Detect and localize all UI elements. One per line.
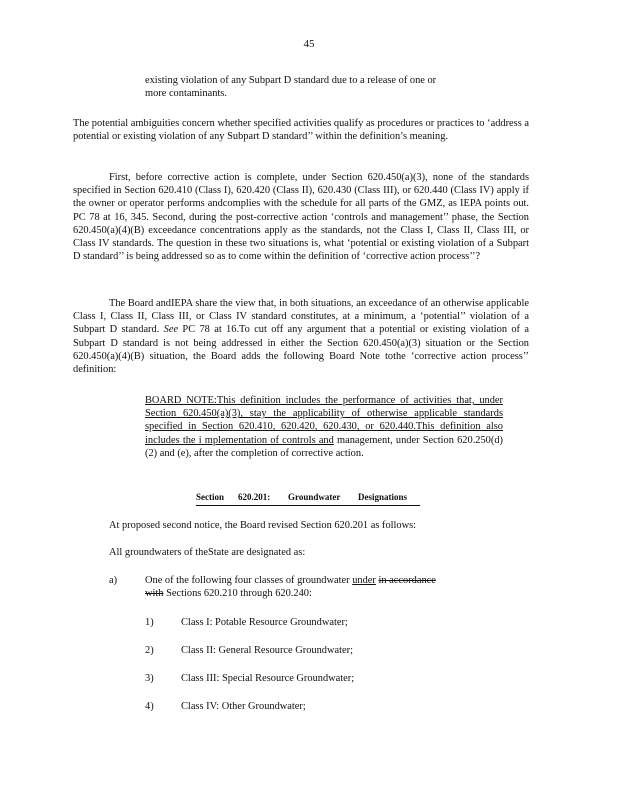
class-item-number: 2) xyxy=(145,645,154,656)
heading-title-word-2: Designations xyxy=(358,492,408,502)
board-note-plain-text: management, under Section 620.250(d)(2) and (e), after the completion of corrective action. xyxy=(145,434,503,459)
class-item-number: 1) xyxy=(145,617,154,628)
class-item-text: Class II: General Resource Groundwater; xyxy=(181,645,353,656)
ambiguities-paragraph: The potential ambiguities concern whether specified activities qualify as procedures or practices to ‘address a potential or existing violation of any Subpart D standard’’ within the definition’s meaning. xyxy=(73,118,529,143)
proposed-notice-paragraph: At proposed second notice, the Board revised Section 620.201 as follows: xyxy=(109,520,417,531)
item-a-added-word: under xyxy=(352,575,376,586)
heading-section-word: Section xyxy=(196,492,224,502)
item-a-label: a) xyxy=(109,575,118,586)
board-note-underlined-text: BOARD NOTE:This definition includes the performance of activities that, under Section 620.450(a)(3), stay the applicability of otherwise applicable standards specified in Section 620.410, 620.420, 620.430, or 620.440.This definition also includes the i mplementation of controls and xyxy=(145,395,503,446)
all-groundwaters-paragraph: All groundwaters of theState are designated as: xyxy=(109,547,306,558)
board-view-part-2: PC 78 at 16.To cut off any argument that a potential or existing violation of a Subpart D standard is not being addressed in either the Section 620.450(a)(3) situation or the Section 620.450(a)(4)(B) situation, the Board adds the following Board Note tothe ‘corrective action process’’ definition: xyxy=(73,324,529,376)
heading-section-number: 620.201: xyxy=(238,492,271,502)
item-a-text xyxy=(145,574,485,600)
continued-line-2: more contaminants. xyxy=(145,88,227,100)
first-second-paragraph: First, before corrective action is complete, under Section 620.450(a)(3), none of the standards specified in Section 620.410 (Class I), 620.420 (Class II), 620.430 (Class III), or 620.440 (Class IV) apply if the owner or operator performs andcomplies with the schedule for all parts of the GMZ, as IEPA points out. PC 78 at 16, 345. Second, during the post-corrective action ‘controls and management’’ phase, the Section 620.450(a)(4)(B) exceedance concentrations apply as the standards, not the Class I, Class II, Class III, or Class IV standards. The question in these two situations is, what ‘potential or existing violation of a Subpart D standard’’ is being addressed so as to come within the definition of ‘corrective action process’’? xyxy=(73,172,529,263)
continued-paragraph xyxy=(145,74,485,100)
item-a-struck-1: in accordance xyxy=(378,575,436,586)
item-a-before: One of the following four classes of groundwater xyxy=(145,575,350,586)
class-item-text: Class III: Special Resource Groundwater; xyxy=(181,673,355,684)
heading-title-word-1: Groundwater xyxy=(288,492,341,502)
item-a-after: Sections 620.210 through 620.240: xyxy=(166,588,312,600)
board-note xyxy=(145,394,503,460)
item-a-struck-2: with xyxy=(145,588,164,600)
section-heading xyxy=(196,491,420,506)
board-view-paragraph xyxy=(73,297,529,376)
board-view-part-1: The Board andIEPA share the view that, in both situations, an exceedance of an otherwise applicable Class I, Class II, Class III, or Class IV standard constitutes, at a minimum, a ‘potential’’ violation of a Subpart D standard. xyxy=(73,298,529,336)
class-item-text: Class I: Potable Resource Groundwater; xyxy=(181,617,348,628)
continued-line-1: existing violation of any Subpart D standard due to a release of one or xyxy=(145,75,437,86)
page-number: 45 xyxy=(303,38,315,50)
class-item-number: 3) xyxy=(145,673,154,684)
see-citation-signal: See xyxy=(163,324,179,336)
class-item-text: Class IV: Other Groundwater; xyxy=(181,701,306,712)
class-item-number: 4) xyxy=(145,701,154,712)
